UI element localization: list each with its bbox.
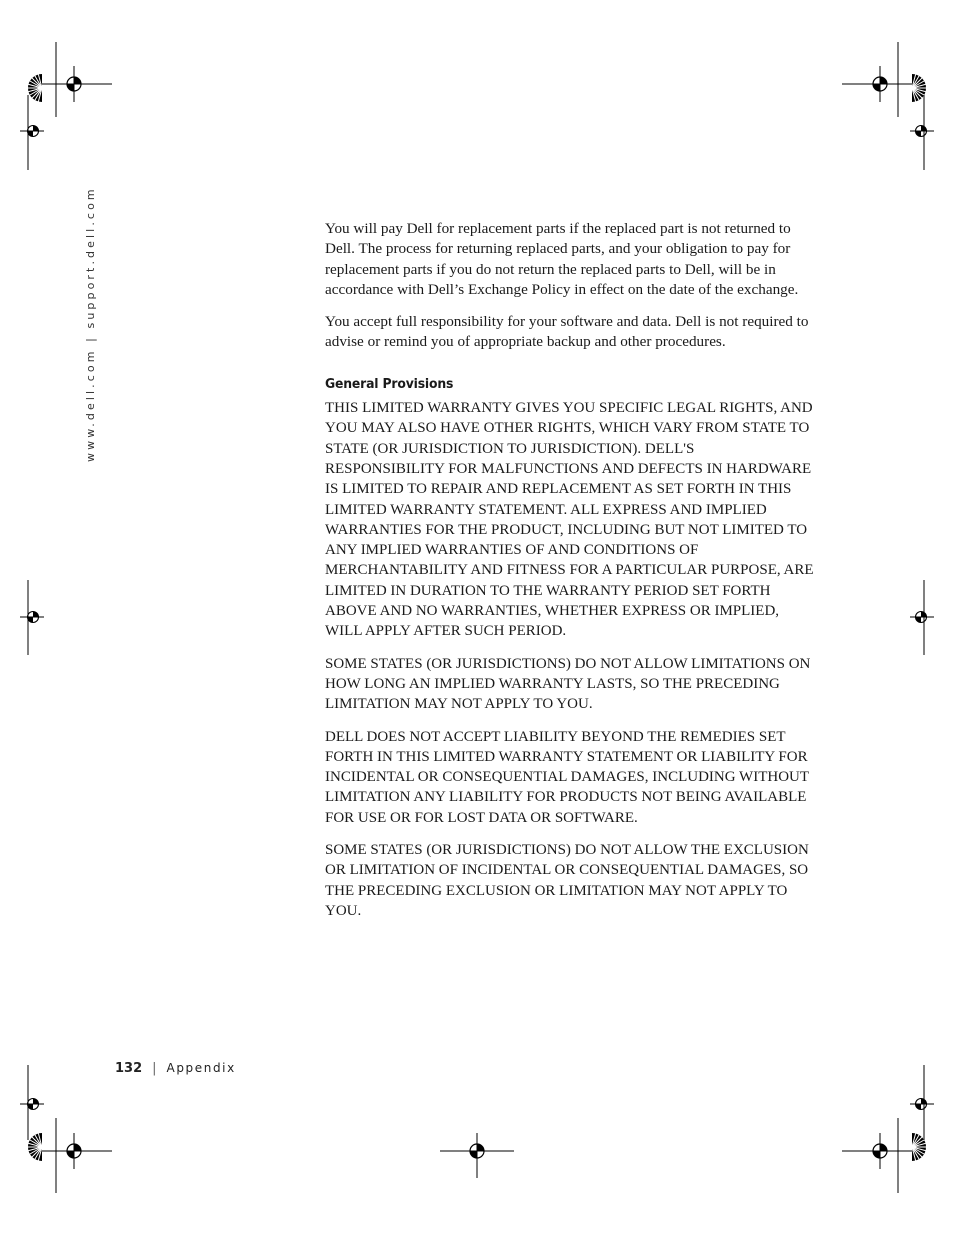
registration-mark-icon	[873, 1144, 887, 1158]
crop-mark-icon	[28, 126, 39, 137]
color-wheel-icon	[28, 74, 42, 102]
registration-mark-icon	[873, 77, 887, 91]
crop-mark-icon	[28, 612, 39, 623]
footer-separator: |	[152, 1061, 157, 1076]
registration-mark-icon	[67, 1144, 81, 1158]
paragraph-liability: DELL DOES NOT ACCEPT LIABILITY BEYOND THE REMEDIES SET FORTH IN THIS LIMITED WARRANTY STATEMENT OR LIABILITY FOR INCIDENTAL OR CONSEQUENTIAL DAMAGES, INCLUDING WITHOUT LIMITATION ANY LIABILITY FOR PRODUCTS NOT BEING AVAILABLE FOR USE OR FOR LOST DATA OR SOFTWARE.	[325, 728, 809, 826]
crop-mark-icon	[916, 126, 927, 137]
page-number: 132	[115, 1061, 143, 1076]
paragraph-software-responsibility: You accept full responsibility for your software and data. Dell is not required to advise or remind you of appropriate backup and other procedures.	[325, 313, 809, 351]
sidebar-url: www.dell.com | support.dell.com	[84, 186, 97, 462]
color-wheel-icon	[28, 1133, 42, 1161]
crop-mark-icon	[916, 1099, 927, 1110]
paragraph-replacement-parts: You will pay Dell for replacement parts if the replaced part is not returned to Dell. The process for returning replaced parts, and your obligation to pay for replacement parts if you do not return the replaced parts to Dell, will be in accordance with Dell’s Exchange Policy in effect on the date of the exchange.	[325, 220, 799, 298]
crop-mark-icon	[916, 612, 927, 623]
paragraph-implied-warranty-limits: SOME STATES (OR JURISDICTIONS) DO NOT ALLOW LIMITATIONS ON HOW LONG AN IMPLIED WARRANTY LASTS, SO THE PRECEDING LIMITATION MAY NOT APPLY TO YOU.	[325, 655, 811, 713]
page-body	[325, 219, 815, 933]
section-name: Appendix	[166, 1061, 236, 1075]
paragraph-legal-rights: THIS LIMITED WARRANTY GIVES YOU SPECIFIC LEGAL RIGHTS, AND YOU MAY ALSO HAVE OTHER RIGHTS, WHICH VARY FROM STATE TO STATE (OR JURISDICTION TO JURISDICTION). DELL'S RESPONSIBILITY FOR MALFUNCTIONS AND DEFECTS IN HARDWARE IS LIMITED TO REPAIR AND REPLACEMENT AS SET FORTH IN THIS LIMITED WARRANTY STATEMENT. ALL EXPRESS AND IMPLIED WARRANTIES FOR THE PRODUCT, INCLUDING BUT NOT LIMITED TO ANY IMPLIED WARRANTIES OF AND CONDITIONS OF MERCHANTABILITY AND FITNESS FOR A PARTICULAR PURPOSE, ARE LIMITED IN DURATION TO THE WARRANTY PERIOD SET FORTH ABOVE AND NO WARRANTIES, WHETHER EXPRESS OR IMPLIED, WILL APPLY AFTER SUCH PERIOD.	[325, 400, 814, 640]
crop-mark-icon	[28, 1099, 39, 1110]
section-heading: General Provisions	[325, 375, 454, 392]
paragraph-exclusion: SOME STATES (OR JURISDICTIONS) DO NOT ALLOW THE EXCLUSION OR LIMITATION OF INCIDENTAL OR CONSEQUENTIAL DAMAGES, SO THE PRECEDING EXCLUSION OR LIMITATION MAY NOT APPLY TO YOU.	[325, 842, 809, 919]
registration-mark-icon	[470, 1144, 484, 1158]
registration-mark-icon	[67, 77, 81, 91]
page-footer	[115, 1061, 236, 1076]
